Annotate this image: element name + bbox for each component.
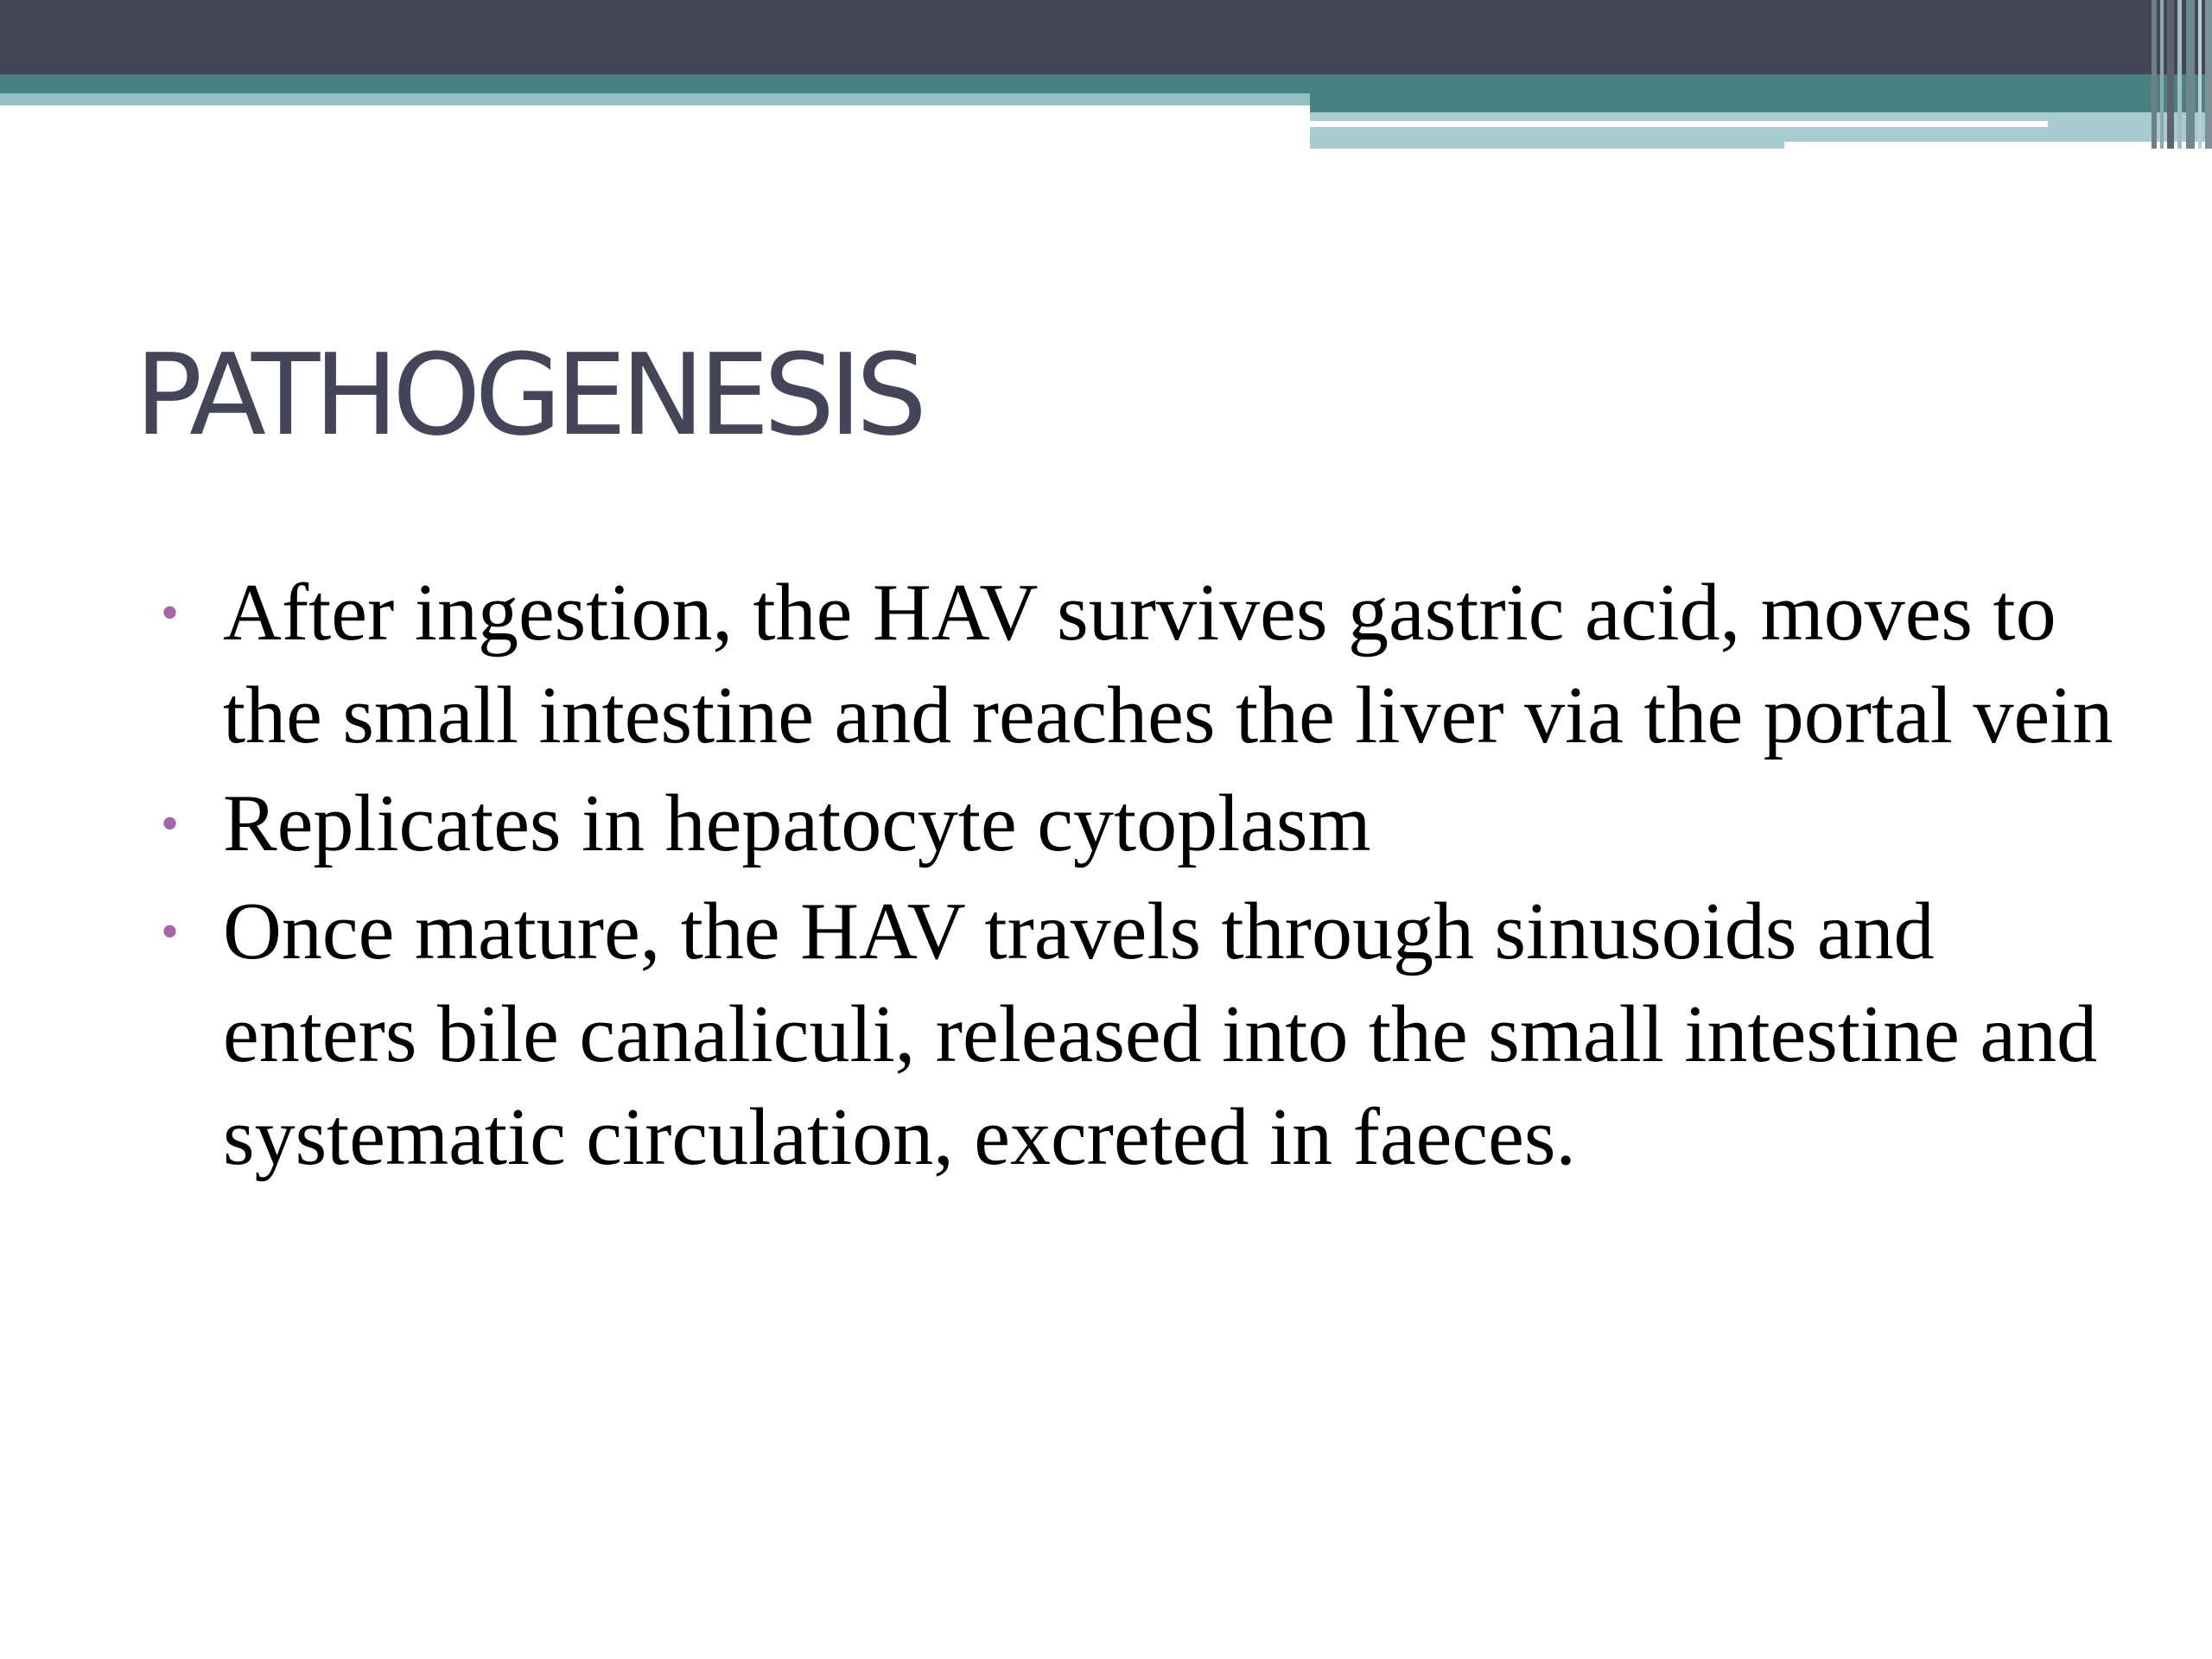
header-bar-dark bbox=[0, 0, 2212, 74]
header-bar-light-left bbox=[0, 93, 1310, 105]
bullet-icon: • bbox=[161, 584, 180, 641]
bullet-item bbox=[161, 880, 2113, 1189]
header-bar-teal-right bbox=[1310, 93, 2212, 112]
bullet-text: After ingestion, the HAV survives gastric acid, moves to the small intestine and reaches the liver via the portal vein bbox=[223, 568, 2113, 760]
slide-title: PATHOGENESIS bbox=[135, 329, 922, 461]
header-bar-teal bbox=[0, 74, 2212, 93]
header-stripes bbox=[2152, 0, 2212, 149]
bullet-list bbox=[161, 562, 2113, 1194]
header-white-line bbox=[1784, 142, 2212, 149]
bullet-item bbox=[161, 772, 2113, 875]
bullet-text: Replicates in hepatocyte cytoplasm bbox=[223, 779, 1371, 868]
bullet-text: Once mature, the HAV travels through sinusoids and enters bile canaliculi, released into the small intestine and systematic circulation, excreted in faeces. bbox=[223, 887, 2098, 1182]
bullet-item bbox=[161, 562, 2113, 767]
bullet-icon: • bbox=[161, 795, 180, 852]
bullet-icon: • bbox=[161, 903, 180, 960]
header-white-line bbox=[1310, 121, 2048, 127]
